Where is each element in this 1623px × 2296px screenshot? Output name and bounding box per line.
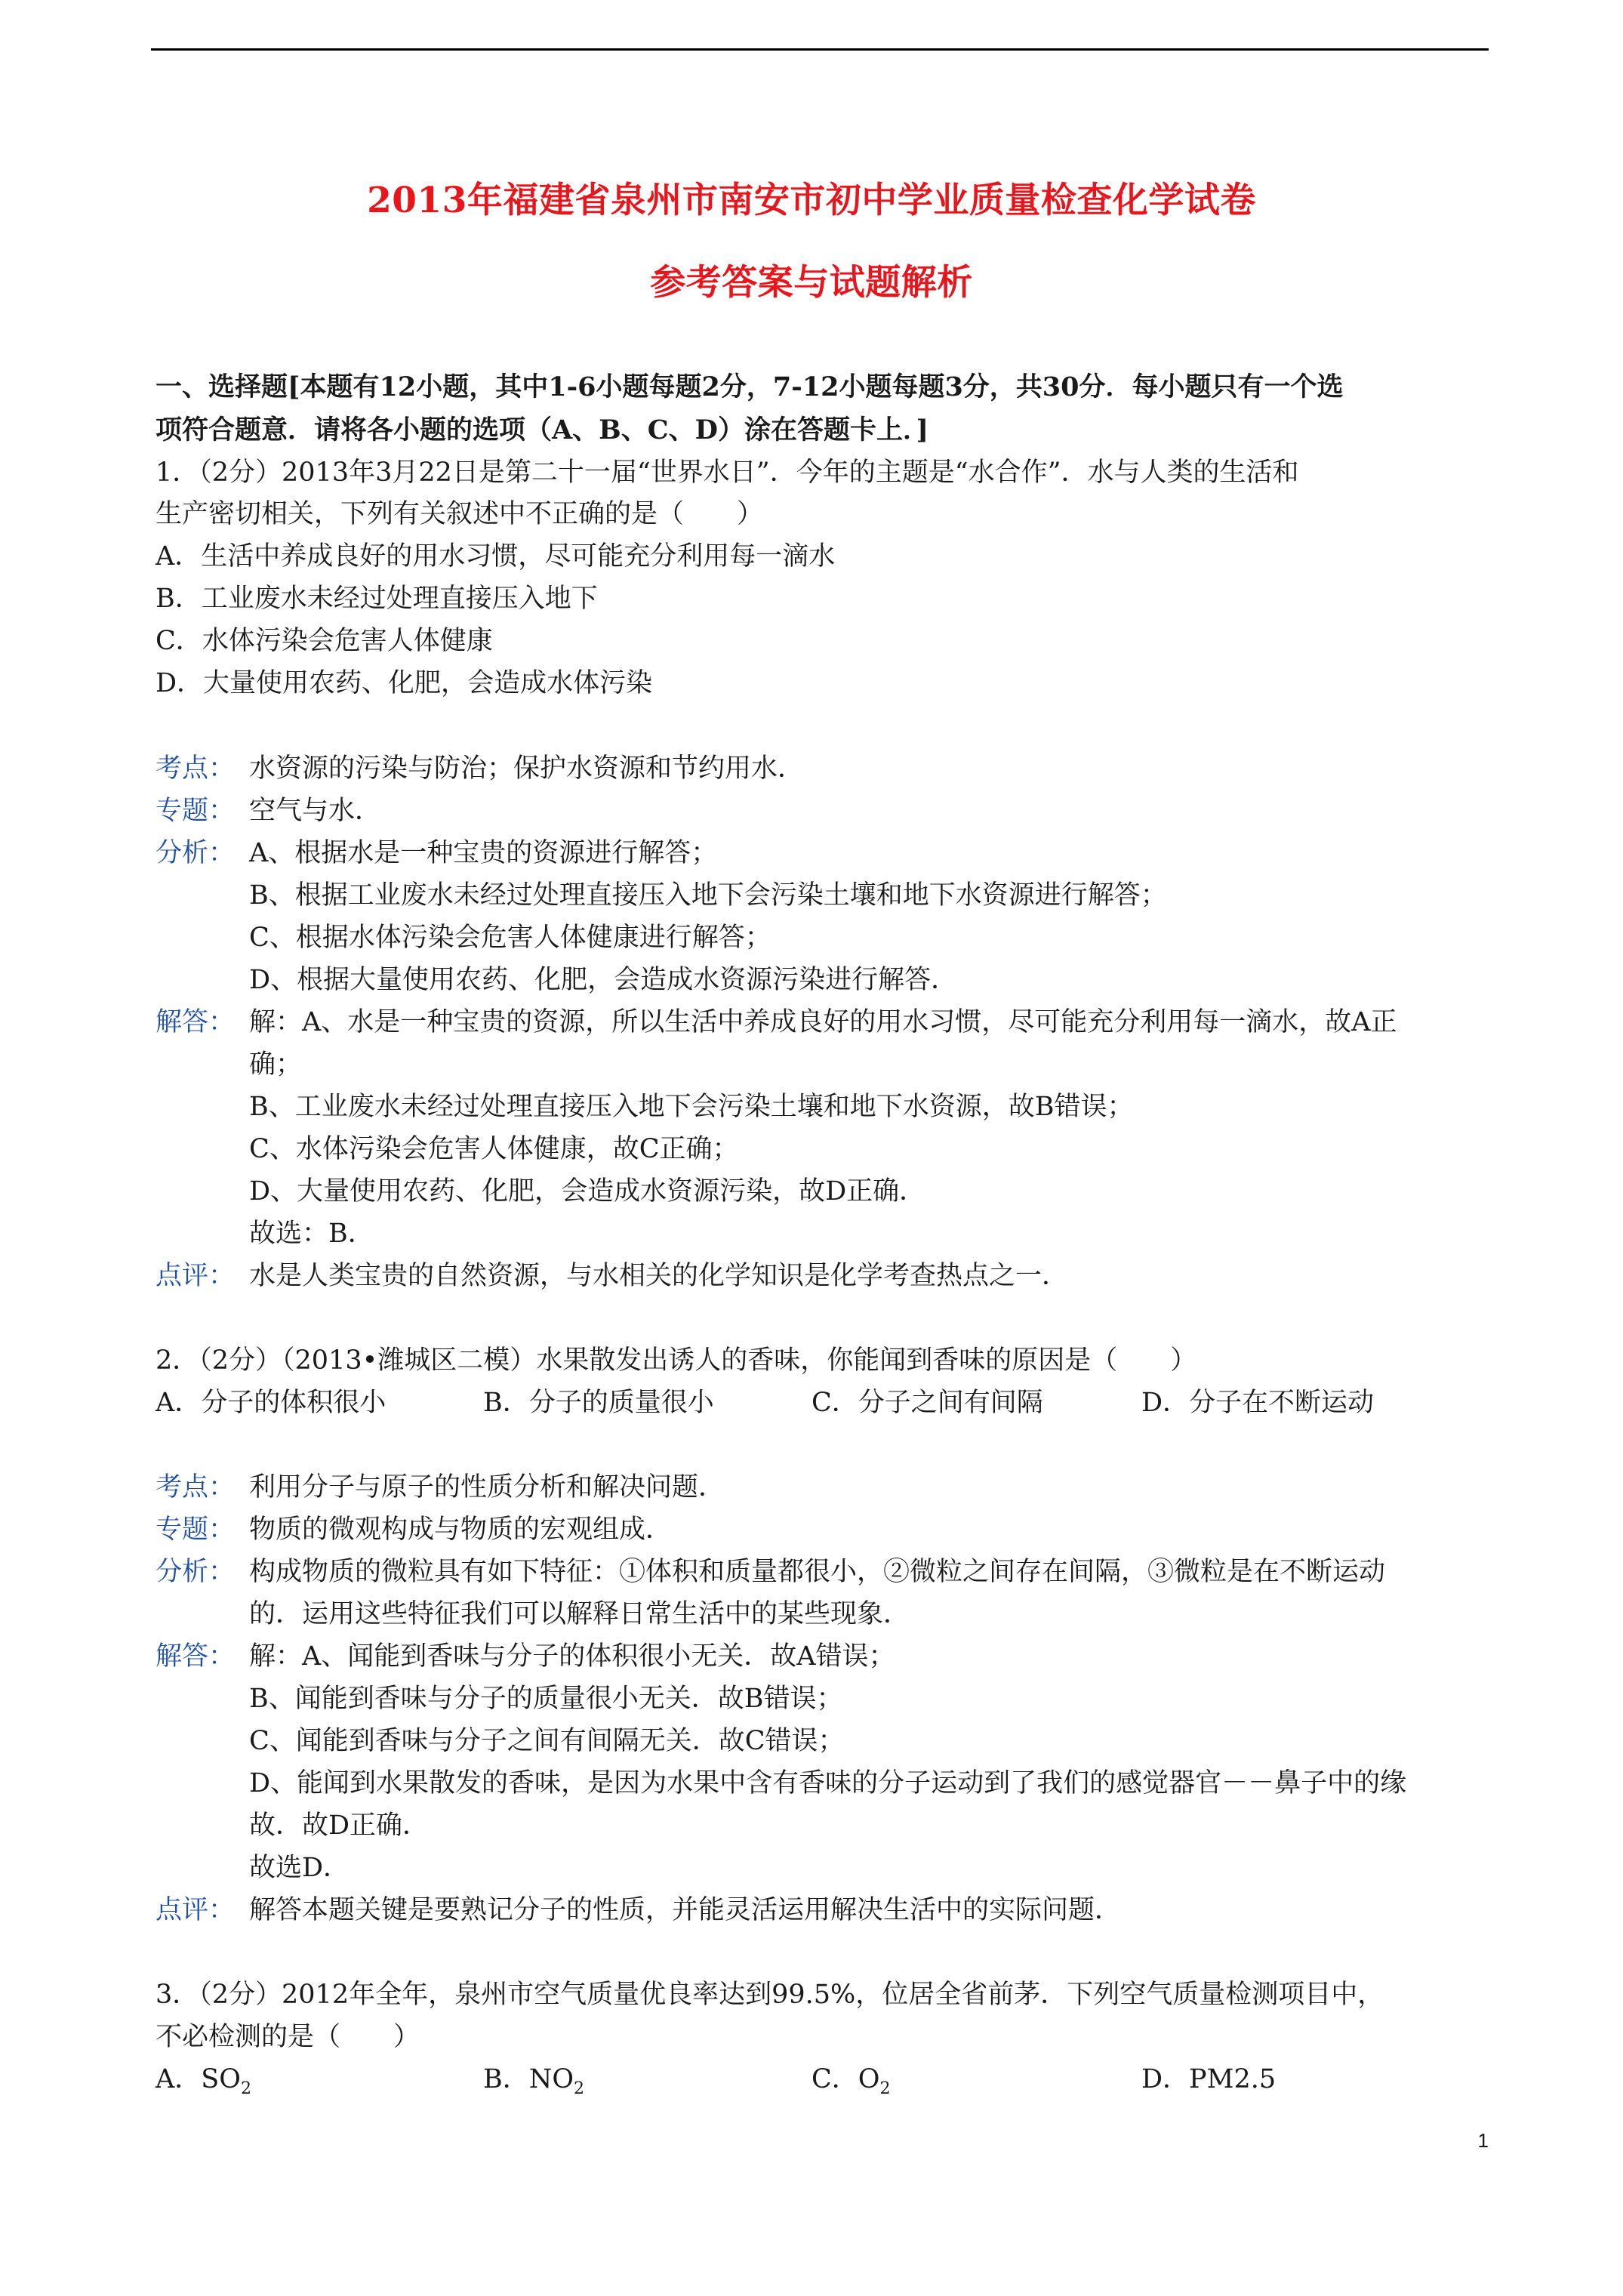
q3-option-b-subscript: 2 — [574, 2079, 585, 2098]
section-header-line2: 项符合题意．请将各小题的选项（A、B、C、D）涂在答题卡上．] — [156, 415, 929, 445]
q1-jieda-line: C、水体污染会危害人体健康，故C正确； — [249, 1134, 739, 1164]
q1-jieda-line: D、大量使用农药、化肥，会造成水资源污染，故D正确． — [249, 1176, 926, 1207]
q3-option-c-text: C．O — [812, 2064, 880, 2094]
q1-option-d: D．大量使用农药、化肥，会造成水体污染 — [156, 668, 653, 698]
section-header-line1: 一、选择题[本题有12小题，其中1-6小题每题2分，7-12小题每题3分，共30分．每小题只有一个选 — [156, 371, 1344, 402]
q1-option-a: A．生活中养成良好的用水习惯，尽可能充分利用每一滴水 — [156, 541, 836, 572]
q2-jieda-label: 解答： — [156, 1641, 236, 1672]
q2-stem: 2．（2分）（2013•潍城区二模）水果散发出诱人的香味，你能闻到香味的原因是（ ） — [156, 1345, 1197, 1376]
q2-jieda-line: B、闻能到香味与分子的质量很小无关．故B错误； — [249, 1684, 843, 1714]
q3-stem-line1: 3．（2分）2012年全年，泉州市空气质量优良率达到99.5%，位居全省前茅．下列空气质量检测项目中， — [156, 1980, 1384, 2010]
q1-option-c: C．水体污染会危害人体健康 — [156, 626, 493, 656]
q1-jieda-line: 故选：B． — [249, 1219, 374, 1249]
q2-zhuanti-label: 专题： — [156, 1515, 236, 1545]
q2-option-b: B．分子的质量很小 — [483, 1388, 714, 1418]
q1-zhuanti-text: 空气与水． — [249, 796, 382, 826]
q1-fenxi-line: A、根据水是一种宝贵的资源进行解答； — [249, 838, 718, 868]
q1-kaodian-text: 水资源的污染与防治；保护水资源和节约用水． — [249, 754, 805, 784]
q2-kaodian-text: 利用分子与原子的性质分析和解决问题． — [249, 1472, 725, 1502]
q3-option-d: D．PM2.5 — [1141, 2064, 1277, 2094]
q1-fenxi-line: D、根据大量使用农药、化肥，会造成水资源污染进行解答． — [249, 965, 958, 995]
q2-fenxi-line: 的．运用这些特征我们可以解释日常生活中的某些现象． — [249, 1599, 910, 1629]
q2-option-a: A．分子的体积很小 — [156, 1388, 387, 1418]
q3-option-c-subscript: 2 — [879, 2079, 891, 2098]
q2-jieda-line: D、能闻到水果散发的香味，是因为水果中含有香味的分子运动到了我们的感觉器官－－鼻子中的缘 — [249, 1768, 1407, 1798]
q2-dianping-text: 解答本题关键是要熟记分子的性质，并能灵活运用解决生活中的实际问题． — [249, 1895, 1122, 1925]
q1-stem-line2: 生产密切相关，下列有关叙述中不正确的是（ ） — [156, 499, 764, 529]
q2-fenxi-line: 构成物质的微粒具有如下特征：①体积和质量都很小，②微粒之间存在间隔，③微粒是在不断运动 — [249, 1557, 1386, 1587]
q2-option-d: D．分子在不断运动 — [1141, 1388, 1375, 1418]
q2-dianping-label: 点评： — [156, 1895, 236, 1925]
q3-option-a-text: A．SO — [156, 2064, 241, 2094]
q1-fenxi-label: 分析： — [156, 838, 236, 868]
q1-zhuanti-label: 专题： — [156, 796, 236, 826]
q2-zhuanti-text: 物质的微观构成与物质的宏观组成． — [249, 1515, 673, 1545]
q2-kaodian-label: 考点： — [156, 1472, 236, 1502]
q3-option-c — [812, 2060, 890, 2098]
q2-jieda-line: C、闻能到香味与分子之间有间隔无关．故C错误； — [249, 1726, 845, 1756]
q1-dianping-text: 水是人类宝贵的自然资源，与水相关的化学知识是化学考查热点之一． — [249, 1261, 1069, 1291]
q1-dianping-label: 点评： — [156, 1261, 236, 1291]
q3-stem-line2: 不必检测的是（ ） — [156, 2022, 420, 2052]
page-subtitle: 参考答案与试题解析 — [650, 262, 973, 304]
q1-fenxi-line: B、根据工业废水未经过处理直接压入地下会污染土壤和地下水资源进行解答； — [249, 880, 1167, 911]
q3-option-b — [483, 2060, 584, 2098]
q2-jieda-line: 故．故D正确． — [249, 1811, 430, 1841]
q2-option-c: C．分子之间有间隔 — [812, 1388, 1043, 1418]
q1-kaodian-label: 考点： — [156, 754, 236, 784]
q1-fenxi-line: C、根据水体污染会危害人体健康进行解答； — [249, 923, 771, 953]
q1-jieda-line: 解：A、水是一种宝贵的资源，所以生活中养成良好的用水习惯，尽可能充分利用每一滴水，故A正 — [249, 1007, 1397, 1037]
q2-jieda-line: 故选D． — [249, 1853, 350, 1883]
q3-option-a-subscript: 2 — [240, 2079, 251, 2098]
page-title: 2013年福建省泉州市南安市初中学业质量检查化学试卷 — [367, 180, 1256, 221]
header-rule — [151, 48, 1489, 51]
q1-jieda-line: 确； — [249, 1049, 303, 1080]
page-number: 1 — [1477, 2129, 1489, 2152]
q2-fenxi-label: 分析： — [156, 1557, 236, 1587]
q3-option-b-text: B．NO — [483, 2064, 574, 2094]
q2-jieda-line: 解：A、闻能到香味与分子的体积很小无关．故A错误； — [249, 1641, 895, 1672]
q1-jieda-label: 解答： — [156, 1007, 236, 1037]
q1-option-b: B．工业废水未经过处理直接压入地下 — [156, 584, 598, 614]
q1-jieda-line: B、工业废水未经过处理直接压入地下会污染土壤和地下水资源，故B错误； — [249, 1092, 1134, 1122]
q1-stem-line1: 1．（2分）2013年3月22日是第二十一届“世界水日”．今年的主题是“水合作”．水与人类的生活和 — [156, 458, 1299, 488]
q3-option-a — [156, 2060, 251, 2098]
